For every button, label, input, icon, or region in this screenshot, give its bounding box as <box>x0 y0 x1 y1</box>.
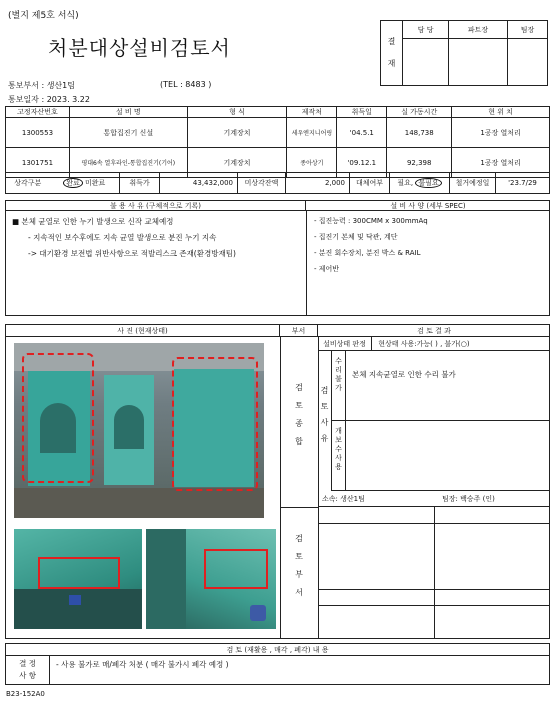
review-summary-char-1: 검 <box>295 383 303 392</box>
sign-box-team[interactable] <box>507 39 547 86</box>
manager-text: 팀장: 백승주 (인) <box>442 495 495 503</box>
spec-title: 설 비 사 양 (세부 SPEC) <box>306 201 550 211</box>
repair-text[interactable]: 본체 지속균열로 인한 수리 불가 <box>352 370 456 379</box>
review-dept-char-1: 검 <box>295 534 303 543</box>
col-asset-no: 고정자산번호 <box>6 107 70 118</box>
equip-type: 기계장치 <box>187 148 287 178</box>
decision-label <box>6 656 50 684</box>
asset-table <box>5 106 550 178</box>
replace-label: 대체여부 <box>350 173 390 194</box>
acq-price-label: 취득가 <box>120 173 160 194</box>
decision-text[interactable]: - 사용 불가로 매/폐각 처분 ( 매각 불가시 폐각 예정 ) <box>56 660 229 669</box>
review-grid-vline <box>434 507 435 639</box>
bottom-review-section <box>5 643 550 685</box>
reason-line-3: -> 대기환경 보전법 위반사항으로 적발리스크 존재(환경방재팀) <box>28 249 236 258</box>
status-value[interactable]: 현상태 사용:가능( ) , 불가(○) <box>378 340 470 348</box>
form-note: (별지 제5호 서식) <box>8 11 79 21</box>
depr-label: 상각구분 <box>6 173 50 194</box>
review-dept-label <box>280 507 318 639</box>
reason-char-3: 사 <box>320 418 329 427</box>
maker: 세우엔지니어링 <box>287 118 337 148</box>
spec-line-2: - 집진기 본체 및 닥관, 계단 <box>314 233 398 241</box>
review-summary-char-4: 합 <box>295 437 303 446</box>
equipment-photo-main <box>14 343 264 518</box>
highlight-box-crack-2 <box>204 549 268 589</box>
replace-need[interactable]: 필요, <box>397 179 414 187</box>
approval-table <box>380 20 548 86</box>
approval-col-part: 파트장 <box>449 21 508 39</box>
reuse-row <box>332 421 550 491</box>
notify-date-value: 2023. 3.22 <box>46 95 90 104</box>
acq-date: '09.12.1 <box>337 148 387 178</box>
col-type: 형 식 <box>187 107 287 118</box>
replace-not-need[interactable]: 불필요 <box>415 178 441 188</box>
affiliation-row <box>318 491 550 507</box>
col-acq-date: 취득일 <box>337 107 387 118</box>
equip-name: 평대6속 열후라인-통합집진기(기어) <box>69 148 187 178</box>
repair-row <box>332 351 550 421</box>
doc-code: B23-152A0 <box>6 690 45 698</box>
col-run-hours: 실 가동시간 <box>387 107 452 118</box>
location: 1공장 열처리 <box>452 118 550 148</box>
acq-price-value: 43,432,000 <box>160 173 238 194</box>
notify-date-label: 통보일자 : <box>8 95 45 104</box>
notify-date <box>8 94 90 105</box>
maker: 종아상기 <box>287 148 337 178</box>
location: 1공장 열처리 <box>452 148 550 178</box>
highlight-box-right <box>172 357 258 491</box>
plan-date-value: '23.7/29 <box>496 173 550 194</box>
sign-box-staff[interactable] <box>403 39 449 86</box>
depreciation-row <box>5 172 550 194</box>
photo-arch-mid <box>114 405 144 449</box>
reason-spec-section <box>5 200 550 316</box>
dept-heading: 부서 <box>280 325 318 337</box>
review-dept-char-3: 부 <box>295 570 303 579</box>
reason-char-4: 유 <box>320 434 329 443</box>
depr-status <box>50 173 120 194</box>
equipment-photo-detail-2 <box>146 529 276 629</box>
review-dept-char-2: 토 <box>295 552 303 561</box>
photo-detail2-part <box>250 605 266 621</box>
bottom-review-title: 검 토 (재활용 , 매각 , 폐각) 내 용 <box>6 644 549 656</box>
photo-review-section <box>5 324 550 639</box>
col-maker: 제작처 <box>287 107 337 118</box>
decision-label-1: 결 정 <box>19 659 36 668</box>
book-value-value: 2,000 <box>286 173 350 194</box>
replace-choice <box>390 173 450 194</box>
repair-label: 수리불가 <box>332 351 346 421</box>
review-summary-char-2: 토 <box>295 401 303 410</box>
review-summary-label <box>280 337 318 507</box>
approval-side-2: 재 <box>387 59 396 68</box>
approval-col-staff: 담 당 <box>403 21 449 39</box>
tel-number: (TEL : 8483 ) <box>160 80 212 89</box>
equip-type: 기계장치 <box>187 118 287 148</box>
approval-side-1: 결 <box>387 37 396 46</box>
depr-done[interactable]: 완료 <box>63 178 83 188</box>
book-value-label: 미상각잔액 <box>238 173 286 194</box>
status-label: 설비상태 판정 <box>318 337 372 351</box>
reason-line-1: ■ 본체 균열로 인한 누기 발생으로 신작 교체예정 <box>12 217 174 226</box>
run-hours: 148,738 <box>387 118 452 148</box>
reuse-label: 개보수사용 <box>332 421 346 491</box>
reason-title: 불 용 사 유 (구체적으로 기록) <box>6 201 306 211</box>
photo-detail2-side <box>146 529 186 629</box>
approval-col-team: 팀장 <box>507 21 547 39</box>
equipment-photo-detail-1 <box>14 529 142 629</box>
plan-date-label: 철거예정일 <box>450 173 496 194</box>
photo-ground <box>14 488 264 518</box>
col-location: 현 위 치 <box>452 107 550 118</box>
reason-char-1: 검 <box>320 386 329 395</box>
table-row <box>6 118 550 148</box>
sign-box-part[interactable] <box>449 39 508 86</box>
spec-line-4: - 제어반 <box>314 265 340 273</box>
depr-not-done[interactable]: 미완료 <box>84 179 106 187</box>
asset-no: 1301751 <box>6 148 70 178</box>
review-dept-char-4: 서 <box>295 588 303 597</box>
affiliation-text: 소속: 생산1팀 <box>322 495 365 503</box>
notify-dept <box>8 80 75 91</box>
reason-char-2: 토 <box>320 402 329 411</box>
status-row <box>318 337 550 351</box>
notify-dept-label: 통보부서 : <box>8 81 45 90</box>
photo-heading: 사 진 (현재상태) <box>6 325 280 337</box>
notify-dept-value: 생산1팀 <box>46 81 75 90</box>
highlight-box-left <box>22 353 94 483</box>
col-equip-name: 설 비 명 <box>69 107 187 118</box>
review-summary-char-3: 종 <box>295 419 303 428</box>
section-divider <box>306 211 307 316</box>
page-title: 처분대상설비검토서 <box>48 36 231 60</box>
run-hours: 92,398 <box>387 148 452 178</box>
review-reason-label <box>318 351 332 491</box>
equip-name: 통합집진기 신설 <box>69 118 187 148</box>
photo-detail-part <box>69 595 81 605</box>
decision-label-2: 사 항 <box>19 671 36 680</box>
approval-side-label <box>381 21 403 86</box>
spec-line-1: - 집진능력 : 300CMM x 300mmAq <box>314 217 428 225</box>
asset-no: 1300553 <box>6 118 70 148</box>
spec-line-3: - 분진 회수장치, 분진 박스 & RAIL <box>314 249 421 257</box>
highlight-box-crack-1 <box>38 557 120 589</box>
asset-header-row <box>6 107 550 118</box>
acq-date: '04.5.1 <box>337 118 387 148</box>
reason-line-2: - 지속적인 보수후에도 지속 균열 발생으로 분진 누기 지속 <box>28 233 217 242</box>
result-heading: 검 토 결 과 <box>318 325 550 337</box>
